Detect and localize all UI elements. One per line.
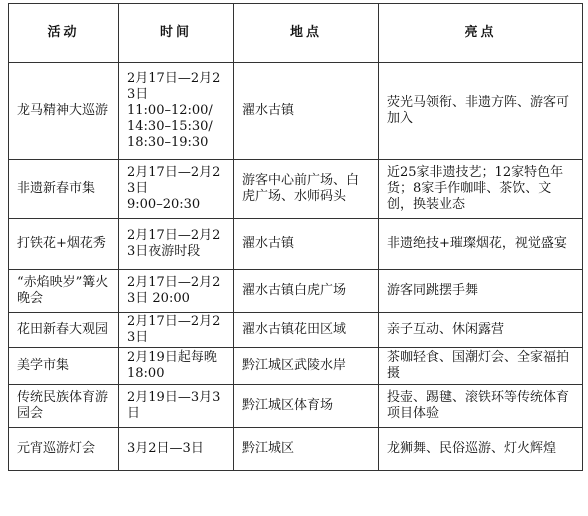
highlight-text: 荧光马领衔、非遗方阵、游客可加入 [387, 95, 570, 126]
table-row [9, 63, 583, 160]
time-cell [119, 160, 234, 219]
time-text: 2月19日—3月3日 [127, 390, 221, 421]
location-cell [234, 160, 379, 219]
time-cell [119, 313, 234, 348]
location-cell [234, 313, 379, 348]
highlight-cell [379, 63, 583, 160]
activity-cell [9, 313, 119, 348]
activity-cell [9, 385, 119, 428]
location-text: 濯水古镇花田区域 [242, 322, 347, 337]
time-cell [119, 385, 234, 428]
activity-text: 非遗新春市集 [17, 181, 96, 196]
location-cell [234, 348, 379, 385]
location-cell [234, 219, 379, 270]
table-row [9, 219, 583, 270]
time-cell [119, 270, 234, 313]
location-cell [234, 270, 379, 313]
location-text: 游客中心前广场、白虎广场、水师码头 [242, 173, 360, 204]
location-cell [234, 385, 379, 428]
time-text: 2月17日—2月23日 20:00 [127, 275, 221, 306]
time-text: 2月17日—2月23日 11:00–12:00/ 14:30–15:30/ 18:30–19:30 [127, 71, 221, 150]
highlight-cell [379, 385, 583, 428]
table-row [9, 160, 583, 219]
time-text: 2月19日起每晚18:00 [127, 350, 217, 381]
events-table [8, 3, 583, 471]
header-location: 地点 [234, 4, 379, 63]
activity-text: 打铁花+烟花秀 [17, 236, 106, 251]
highlight-text: 龙狮舞、民俗巡游、灯火辉煌 [387, 441, 557, 456]
highlight-cell [379, 219, 583, 270]
table-row [9, 428, 583, 471]
time-cell [119, 63, 234, 160]
highlight-cell [379, 313, 583, 348]
activity-text: 花田新春大观园 [17, 322, 109, 337]
highlight-text: 投壶、踢毽、滚铁环等传统体育项目体验 [387, 390, 570, 421]
header-time: 时间 [119, 4, 234, 63]
highlight-cell [379, 160, 583, 219]
table-header-row [9, 4, 583, 63]
time-text: 2月17日—2月23日夜游时段 [127, 228, 221, 259]
location-text: 濯水古镇 [242, 236, 295, 251]
location-cell [234, 428, 379, 471]
highlight-text: 非遗绝技+璀璨烟花，视觉盛宴 [387, 236, 567, 251]
time-cell [119, 428, 234, 471]
highlight-text: 游客同跳摆手舞 [387, 283, 479, 298]
table-row [9, 385, 583, 428]
activity-text: 龙马精神大巡游 [17, 103, 109, 118]
activity-cell [9, 348, 119, 385]
time-cell [119, 219, 234, 270]
activity-text: 元宵巡游灯会 [17, 441, 96, 456]
time-text: 2月17日—2月23日 9:00–20:30 [127, 165, 221, 212]
highlight-cell [379, 348, 583, 385]
location-text: 濯水古镇 [242, 103, 295, 118]
header-activity: 活动 [9, 4, 119, 63]
table-row [9, 348, 583, 385]
highlight-cell [379, 270, 583, 313]
location-text: 黔江城区体育场 [242, 398, 334, 413]
table-row [9, 270, 583, 313]
time-cell [119, 348, 234, 385]
activity-cell [9, 160, 119, 219]
activity-cell [9, 219, 119, 270]
highlight-text: 茶咖轻食、国潮灯会、全家福拍摄 [387, 350, 570, 381]
activity-cell [9, 270, 119, 313]
activity-text: “赤焰映岁”篝火晚会 [17, 275, 109, 306]
activity-text: 传统民族体育游园会 [17, 390, 109, 421]
location-text: 黔江城区武陵水岸 [242, 358, 347, 373]
activity-text: 美学市集 [17, 358, 70, 373]
activity-cell [9, 63, 119, 160]
activity-cell [9, 428, 119, 471]
time-text: 2月17日—2月23日 [127, 314, 221, 345]
location-cell [234, 63, 379, 160]
header-highlight: 亮点 [379, 4, 583, 63]
highlight-text: 亲子互动、休闲露营 [387, 322, 505, 337]
highlight-cell [379, 428, 583, 471]
time-text: 3月2日—3日 [127, 441, 204, 456]
location-text: 黔江城区 [242, 441, 295, 456]
highlight-text: 近25家非遗技艺；12家特色年货；8家手作咖啡、茶饮、文创，换装业态 [387, 165, 564, 212]
location-text: 濯水古镇白虎广场 [242, 283, 347, 298]
table-row [9, 313, 583, 348]
